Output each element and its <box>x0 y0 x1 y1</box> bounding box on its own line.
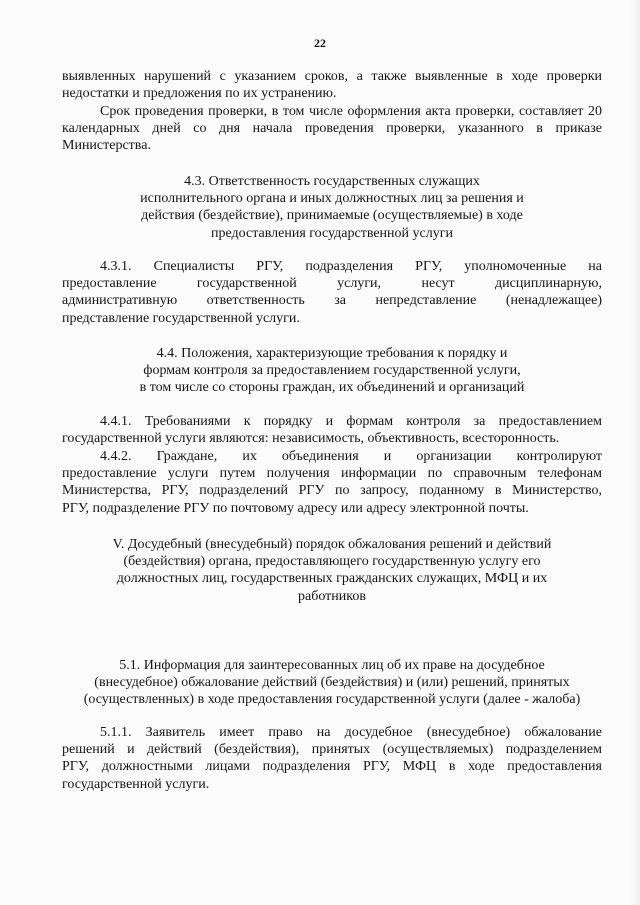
page-number: 22 <box>314 36 326 50</box>
paragraph-line: 4.4.2. Граждане, их объединения и организации контролируют <box>100 449 602 464</box>
paragraph-line: РГУ, подразделение РГУ по почтовому адресу или адресу электронной почты. <box>62 500 529 516</box>
paragraph-line: 4.4.1. Требованиями к порядку и формам контроля за предоставлением <box>100 414 602 429</box>
page-edge-shadow <box>630 0 640 905</box>
heading-line: (бездействия) органа, предоставляющего государственную услугу его <box>123 554 541 570</box>
paragraph-line: Министерства, РГУ, подразделений РГУ по запросу, поданному в Министерство, <box>62 483 602 499</box>
paragraph-text: Срок проведения проверки, в том числе оформления акта проверки, составляет 20 календарных дней со дня начала проведения проверки, указанного в приказе Министерства. <box>62 104 602 154</box>
section-4-4-heading <box>62 345 602 397</box>
paragraph-text: выявленных нарушений с указанием сроков, а также выявленные в ходе проверки недостатки и предложения по их устранению. <box>62 69 602 102</box>
heading-line: 4.4. Положения, характеризующие требования к порядку и <box>156 346 508 361</box>
heading-line: формам контроля за предоставлением государственной услуги, <box>143 363 521 379</box>
paragraph-line: РГУ, должностными лицами подразделения РГУ, МФЦ в ходе предоставления <box>62 759 602 775</box>
heading-line: работников <box>298 588 366 604</box>
heading-line: V. Досудебный (внесудебный) порядок обжалования решений и действий <box>112 537 552 552</box>
paragraph-line: решений и действий (бездействия), принятых (осуществляемых) подразделением <box>62 742 602 758</box>
section-4-3-heading <box>62 173 602 242</box>
heading-line: (внесудебное) обжалование действий (бездействия) и (или) решений, принятых <box>94 675 570 691</box>
paragraph-continuation <box>62 68 602 102</box>
heading-line: предоставления государственной услуги <box>211 225 453 241</box>
section-v-heading <box>62 536 602 605</box>
paragraph-line: представление государственной услуги. <box>62 310 300 326</box>
heading-line: исполнительного органа и иных должностных лиц за решения и <box>140 191 524 207</box>
paragraph-4-4-2 <box>62 448 602 517</box>
paragraph-line: 4.3.1. Специалисты РГУ, подразделения РГУ, уполномоченные на <box>100 259 602 274</box>
heading-line: 5.1. Информация для заинтересованных лиц об их праве на досудебное <box>119 658 545 673</box>
paragraph-line: предоставление услуги путем получения информации по справочным телефонам <box>62 466 602 482</box>
heading-line: в том числе со стороны граждан, их объединений и организаций <box>139 380 525 396</box>
paragraph-5-1-1 <box>62 724 602 793</box>
paragraph-line: государственной услуги являются: независимость, объективность, всесторонность. <box>62 431 560 447</box>
section-5-1-heading <box>62 657 602 709</box>
paragraph-line: государственной услуги. <box>62 776 210 792</box>
heading-line: действия (бездействие), принимаемые (осуществляемые) в ходе <box>141 208 523 224</box>
paragraph-4-4-1 <box>62 413 602 447</box>
paragraph-inspection-term <box>62 103 602 155</box>
heading-line: (осуществленных) в ходе предоставления государственной услуги (далее - жалоба) <box>83 692 581 708</box>
paragraph-4-3-1 <box>62 258 602 327</box>
heading-line: 4.3. Ответственность государственных служащих <box>184 174 480 189</box>
paragraph-line: 5.1.1. Заявитель имеет право на досудебное (внесудебное) обжалование <box>100 725 602 740</box>
heading-line: должностных лиц, государственных гражданских служащих, МФЦ и их <box>116 571 548 587</box>
paragraph-line: административную ответственность за непредставление (ненадлежащее) <box>62 293 602 309</box>
paragraph-line: предоставление государственной услуги, несут дисциплинарную, <box>62 276 602 292</box>
